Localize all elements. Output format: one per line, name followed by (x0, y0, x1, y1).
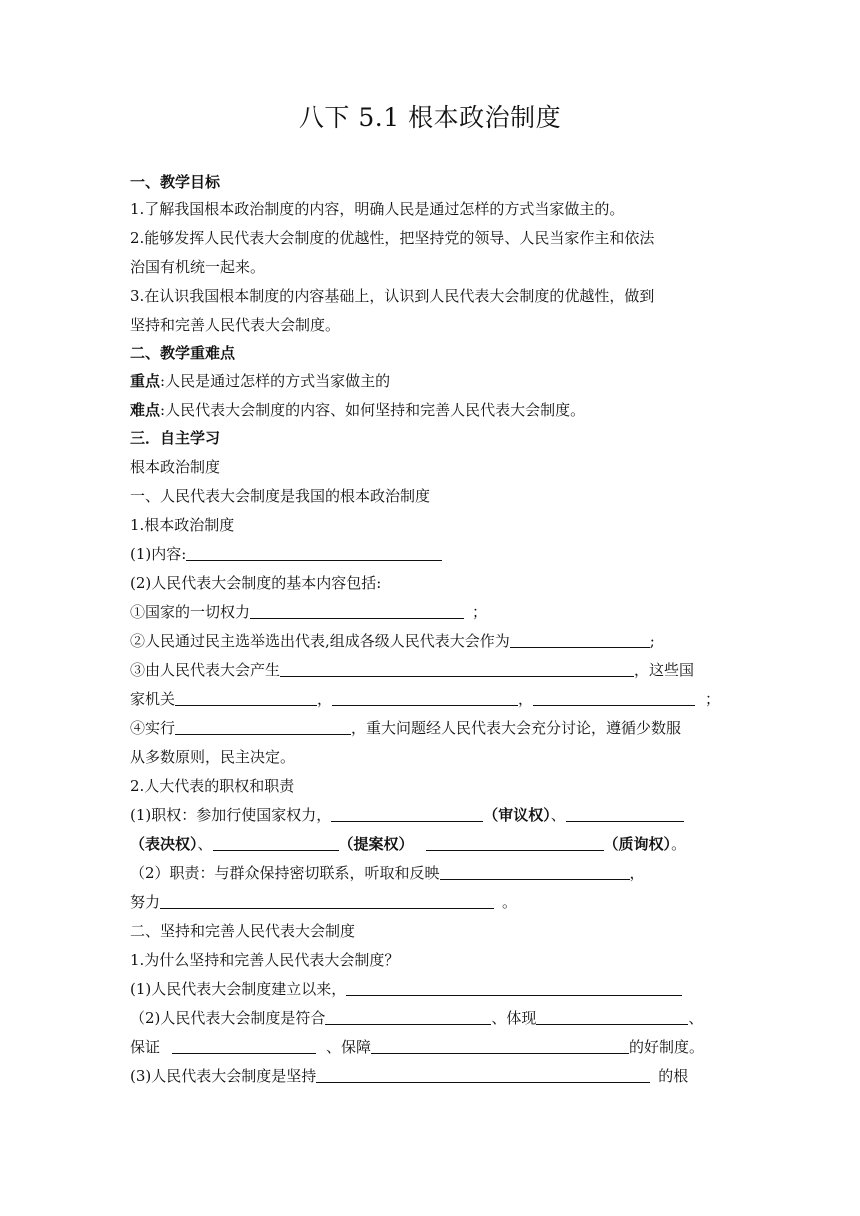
text-line: 根本政治制度 (130, 458, 221, 476)
punct: 、 (550, 806, 566, 824)
label: ，这些国 (634, 661, 695, 679)
answer-blank[interactable] (250, 603, 464, 619)
goal-2-line-2: 治国有机统一起来。 (130, 258, 266, 276)
label: 、体现 (491, 1009, 537, 1027)
text-line: 1.为什么坚持和完善人民代表大会制度？ (130, 951, 400, 969)
punct: 。 (502, 893, 518, 911)
label: （2）职责：与群众保持密切联系，听取和反映 (130, 864, 440, 882)
label: ④实行 (130, 719, 176, 737)
key-point-text: :人民是通过怎样的方式当家做主的 (160, 372, 391, 390)
answer-blank[interactable] (316, 1067, 650, 1083)
difficult-point-label: 难点 (130, 401, 161, 419)
label: ①国家的一切权力 (130, 603, 251, 621)
answer-blank[interactable] (346, 980, 682, 996)
fill-line (130, 631, 740, 651)
text-line: 1.根本政治制度 (130, 516, 235, 534)
difficult-point-text: :人民代表大会制度的内容、如何坚持和完善人民代表大会制度。 (160, 401, 586, 419)
punct: ， (629, 864, 645, 882)
label: 努力 (130, 893, 161, 911)
text-line: 一、人民代表大会制度是我国的根本政治制度 (130, 487, 431, 505)
label: ，重大问题经人民代表大会充分讨论，遵循少数服 (351, 719, 682, 737)
label: 的根 (658, 1067, 689, 1085)
answer-blank[interactable] (325, 1009, 491, 1025)
goal-1: 1.了解我国根本政治制度的内容，明确人民是通过怎样的方式当家做主的。 (130, 200, 625, 218)
right-review: （审议权） (483, 806, 551, 824)
punct: ; (649, 632, 655, 650)
right-inquire: （质询权） (603, 835, 672, 853)
section-heading-self-study: 三．自主学习 (130, 429, 221, 447)
answer-blank[interactable] (533, 690, 695, 706)
answer-blank[interactable] (331, 806, 483, 822)
right-vote: （表决权） (130, 835, 198, 853)
fill-line (130, 1066, 740, 1086)
answer-blank[interactable] (175, 690, 317, 706)
punct: ； (472, 603, 488, 621)
key-point-label: 重点 (130, 372, 161, 390)
answer-blank[interactable] (172, 1038, 316, 1054)
answer-blank[interactable] (536, 1009, 688, 1025)
punct: ， (518, 690, 534, 708)
goal-2-line-1: 2.能够发挥人民代表大会制度的优越性，把坚持党的领导、人民当家作主和依法 (130, 229, 655, 247)
fill-line (130, 1008, 740, 1028)
label: 、保障 (326, 1038, 372, 1056)
label: (3)人民代表大会制度是坚持 (130, 1067, 317, 1085)
text-line: 二、坚持和完善人民代表大会制度 (130, 922, 356, 940)
fill-line (130, 544, 740, 564)
fill-line (130, 718, 740, 738)
answer-blank[interactable] (280, 661, 634, 677)
difficult-point (130, 400, 740, 420)
fill-line (130, 689, 740, 709)
fill-line (130, 979, 740, 999)
label: ③由人民代表大会产生 (130, 661, 281, 679)
page-title: 八下 5.1 根本政治制度 (298, 103, 562, 132)
answer-blank[interactable] (566, 806, 684, 822)
goal-3-line-2: 坚持和完善人民代表大会制度。 (130, 316, 341, 334)
label: (1)内容: (130, 545, 187, 563)
text-line: 从多数原则，民主决定。 (130, 748, 296, 766)
answer-blank[interactable] (371, 1038, 629, 1054)
punct: 。 (671, 835, 687, 853)
label: (1)人民代表大会制度建立以来， (130, 980, 347, 998)
answer-blank[interactable] (426, 835, 604, 851)
fill-line (130, 1037, 740, 1057)
answer-blank[interactable] (175, 719, 351, 735)
punct: ； (705, 690, 721, 708)
label: ②人民通过民主选举选出代表,组成各级人民代表大会作为 (130, 632, 510, 650)
right-propose: （提案权） (338, 835, 414, 853)
fill-line (130, 863, 740, 883)
fill-line (130, 892, 740, 912)
fill-line (130, 602, 740, 622)
answer-blank[interactable] (440, 864, 630, 880)
text-line: (2)人民代表大会制度的基本内容包括: (130, 574, 382, 592)
label: 的好制度。 (629, 1038, 705, 1056)
answer-blank[interactable] (186, 545, 442, 561)
answer-blank[interactable] (160, 893, 494, 909)
answer-blank[interactable] (510, 632, 650, 648)
answer-blank[interactable] (332, 690, 518, 706)
punct: 、 (688, 1009, 704, 1027)
label: 保证 (130, 1038, 161, 1056)
punct: 、 (197, 835, 213, 853)
label: 家机关 (130, 690, 176, 708)
answer-blank[interactable] (213, 835, 339, 851)
fill-line (130, 834, 740, 854)
punct: ， (317, 690, 333, 708)
fill-line (130, 805, 740, 825)
label: (1)职权：参加行使国家权力， (130, 806, 332, 824)
text-line: 2.人大代表的职权和职责 (130, 777, 295, 795)
section-heading-goals: 一、教学目标 (130, 173, 221, 191)
goal-3-line-1: 3.在认识我国根本制度的内容基础上，认识到人民代表大会制度的优越性，做到 (130, 287, 655, 305)
section-heading-key-points: 二、教学重难点 (130, 344, 236, 362)
label: （2)人民代表大会制度是符合 (130, 1009, 326, 1027)
key-point (130, 371, 740, 391)
fill-line (130, 660, 740, 680)
